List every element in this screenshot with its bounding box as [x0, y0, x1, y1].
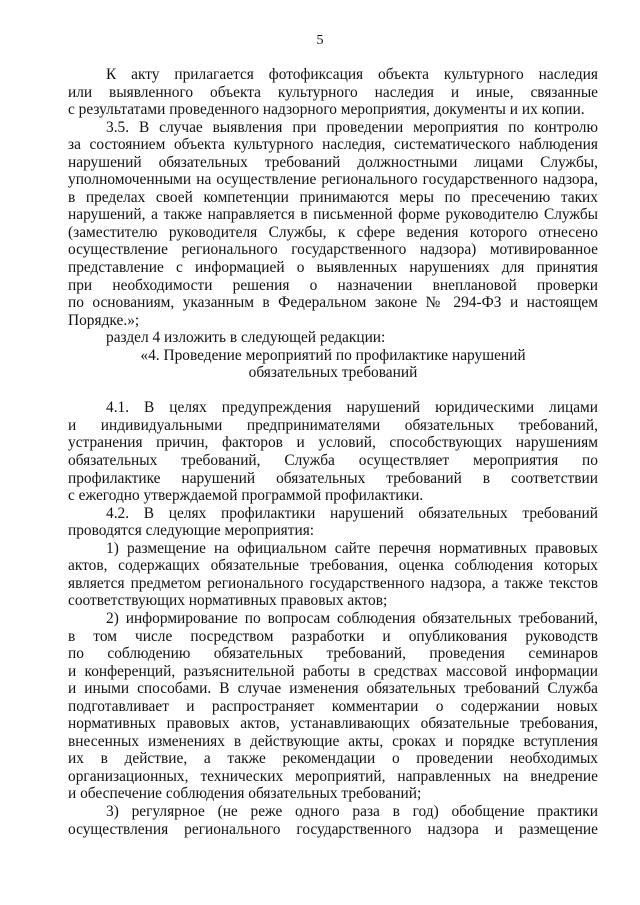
text-line: с ежегодно утверждаемой программой профилактики.: [68, 487, 424, 505]
text-line: осуществление регионального государственного надзора) мотивированное: [68, 241, 598, 259]
page-number: 5: [316, 33, 324, 48]
blank-line: [68, 382, 598, 400]
text-line: с результатами проведенного надзорного мероприятия, документы и их копии.: [68, 101, 585, 119]
text-line: 3.5. В случае выявления при проведении мероприятия по контролю: [106, 118, 598, 136]
text-line: или выявленного объекта культурного наследия и иные, связанные: [68, 83, 598, 101]
text-line: по основаниям, указанным в Федеральном законе № 294-ФЗ и настоящем: [68, 294, 598, 312]
text-line: нормативных правовых актов, устанавливающих обязательные требования,: [68, 715, 598, 733]
text-line: при необходимости решения о назначении внеплановой проверки: [68, 276, 598, 294]
text-line: представление с информацией о выявленных нарушениях для принятия: [68, 259, 598, 277]
text-line: 3) регулярное (не реже одного раза в год) обобщение практики: [106, 802, 598, 820]
text-line: 2) информирование по вопросам соблюдения обязательных требований,: [106, 609, 598, 627]
text-line: в пределах своей компетенции принимаются меры по пресечению таких: [68, 188, 598, 206]
text-line: К акту прилагается фотофиксация объекта культурного наследия: [106, 66, 598, 83]
text-line: 1) размещение на официальном сайте перечня нормативных правовых: [106, 539, 598, 557]
text-line: (заместителю руководителя Службы, к сфере ведения которого отнесено: [68, 223, 598, 241]
document-body: [68, 66, 598, 838]
text-line: 4.1. В целях предупреждения нарушений юридическими лицами: [106, 399, 598, 417]
text-line: и обеспечение соблюдения обязательных требований;: [68, 785, 422, 803]
text-line: Порядке.»;: [68, 311, 140, 329]
text-line: обязательных требований: [248, 364, 418, 382]
text-line: за состоянием объекта культурного наследия, систематического наблюдения: [68, 136, 598, 154]
text-line: осуществления регионального государственного надзора и размещение: [68, 820, 598, 838]
text-line: раздел 4 изложить в следующей редакции:: [106, 329, 386, 347]
text-line: их в действие, а также рекомендации о проведении необходимых: [68, 750, 598, 768]
text-line: 4.2. В целях профилактики нарушений обязательных требований: [106, 504, 598, 522]
text-line: подготавливает и распространяет комментарии о содержании новых: [68, 697, 598, 715]
text-line: и иными способами. В случае изменения обязательных требований Служба: [68, 680, 598, 698]
text-line: «4. Проведение мероприятий по профилактике нарушений: [140, 346, 526, 364]
text-line: профилактике нарушений обязательных требований в соответствии: [68, 469, 598, 487]
text-line: проводятся следующие мероприятия:: [68, 522, 315, 540]
text-line: соответствующих нормативных правовых актов;: [68, 592, 388, 610]
text-line: в том числе посредством разработки и опубликования руководств: [68, 627, 598, 645]
text-line: нарушений обязательных требований должностными лицами Службы,: [68, 153, 598, 171]
text-line: актов, содержащих обязательные требования, оценка соблюдения которых: [68, 557, 598, 575]
text-line: уполномоченными на осуществление регионального государственного надзора,: [68, 171, 598, 189]
text-line: организационных, технических мероприятий, направленных на внедрение: [68, 767, 598, 785]
text-line: обязательных требований, Служба осуществляет мероприятия по: [68, 452, 598, 470]
text-line: и конференций, разъяснительной работы в средствах массовой информации: [68, 662, 598, 680]
text-line: по соблюдению обязательных требований, проведения семинаров: [68, 645, 598, 663]
text-line: является предметом регионального государственного надзора, а также текстов: [68, 574, 598, 592]
text-line: нарушений, а также направляется в письменной форме руководителю Службы: [68, 206, 598, 224]
text-line: и индивидуальными предпринимателями обязательных требований,: [68, 416, 598, 434]
text-line: внесенных изменениях в действующие акты, сроках и порядке вступления: [68, 732, 598, 750]
text-line: устранения причин, факторов и условий, способствующих нарушениям: [68, 434, 598, 452]
